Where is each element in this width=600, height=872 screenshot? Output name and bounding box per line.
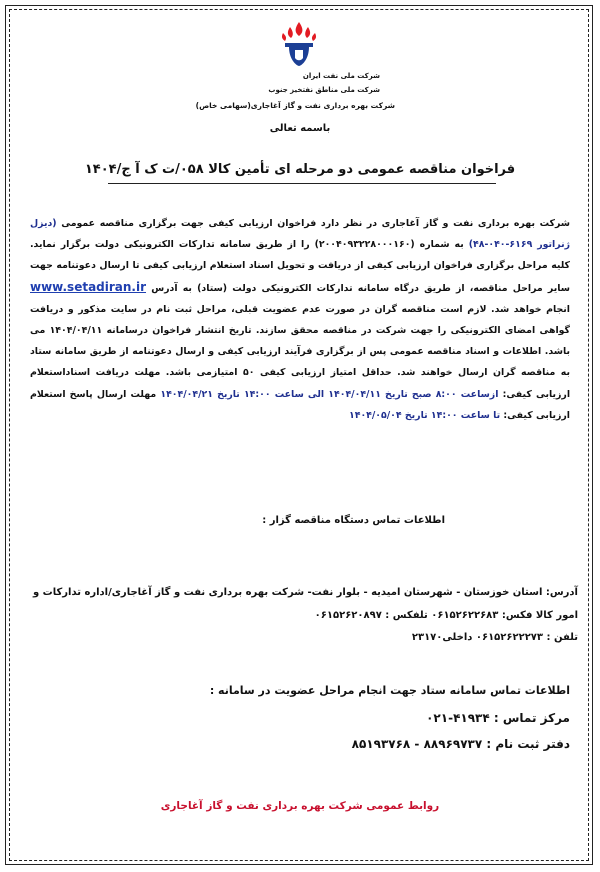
setad-contact-center: مرکز تماس : ۴۱۹۳۴-۰۲۱: [426, 711, 570, 725]
title-underline: [108, 183, 496, 184]
address-line2: امور کالا فکس: ۰۶۱۵۲۶۲۲۶۸۳ تلفکس : ۰۶۱۵۲۶۲۰۸۹۷: [314, 610, 578, 621]
header-org-line3: شرکت بهره برداری نفت و گاز آغاجاری(سهامی خاص): [195, 101, 395, 110]
setad-website-link[interactable]: www.setadiran.ir: [30, 279, 147, 294]
announcement-body: [30, 213, 570, 426]
phone-line: تلفن : ۰۶۱۵۲۶۲۲۲۷۳ داخلی۲۳۱۷۰: [411, 632, 578, 643]
basmala: باسمه تعالی: [269, 123, 331, 134]
address-line1: آدرس: استان خوزستان - شهرستان امیدیه - بلوار نفت- شرکت بهره برداری نفت و گاز آغاجاری/اداره تدارکات و: [32, 587, 578, 598]
body-number-label: به شماره: [419, 239, 464, 251]
footer-public-relations: روابط عمومی شرکت بهره برداری نفت و گاز آغاجاری: [160, 800, 440, 812]
header-org-line1: شرکت ملی نفت ایران: [302, 72, 380, 80]
body-response-deadline: تا ساعت ۱۴:۰۰ تاریخ ۱۴۰۴/۰۵/۰۴: [349, 409, 501, 421]
body-item: (دیزل ژنراتور ۶۱۶۹-۰۴۰-۴۸): [30, 218, 571, 251]
nioc-logo-icon: [277, 20, 321, 68]
body-intro: شرکت بهره برداری نفت و گاز آغاجاری در نظر دارد فراخوان ارزیابی کیفی جهت برگزاری مناقصه عمومی: [61, 218, 571, 229]
body-details: انجام خواهد شد. لازم است مناقصه گران در صورت عدم عضویت قبلی، مراحل ثبت نام در سایت مذکور و دریافت گواهی امضای الکترونیکی را جهت شرکت در مناقصه محقق سازند. تاریخ انتشار فراخوان درسامانه ۱۴۰۴/۰۴/۱۱ می باشد. اطلاعات و اسناد مناقصه عمومی پس از برگزاری فرآیند ارزیابی کیفی و ارسال دعوتنامه از طریق سامانه ستاد به مناقصه گران ارسال خواهند شد. حداقل امتیاز ارزیابی کیفی ۵۰ امتیازمی باشد. مهلت دریافت اسناداستعلام ارزیابی کیفی:: [30, 303, 571, 400]
setad-registry-office: دفتر ثبت نام : ۸۸۹۶۹۷۳۷ - ۸۵۱۹۳۷۶۸: [351, 737, 570, 751]
contact-heading: اطلاعات تماس دستگاه مناقصه گزار :: [262, 515, 445, 526]
header-org-line2: شرکت ملی مناطق نفتخیز جنوب: [268, 86, 380, 94]
body-response-label: مهلت ارسال پاسخ استعلام ارزیابی کیفی:: [30, 388, 570, 421]
page-title: فراخوان مناقصه عمومی دو مرحله ای تأمین کالا ۰۵۸/ت ک آ ج/۱۴۰۴: [84, 162, 516, 177]
body-number: (۲۰۰۴۰۹۳۲۲۸۰۰۰۱۶۰): [314, 239, 415, 251]
setad-heading: اطلاعات تماس سامانه ستاد جهت انجام مراحل عضویت در سامانه :: [209, 684, 570, 697]
page-inner-border: [9, 9, 589, 861]
body-process: را از طریق سامانه تدارکات الکترونیکی دولت برگزار نماید. کلیه مراحل برگزاری فراخوان ارزیابی کیفی از دریافت و تحویل اسناد استعلام ارزیابی کیفی تا ارسال دعوتنامه جهت سایر مراحل مناقصه، از طریق درگاه سامانه تدارکات الکترونیکی دولت (ستاد) به آدرس: [30, 239, 570, 294]
body-receive-deadline: ازساعت ۸:۰۰ صبح تاریخ ۱۴۰۴/۰۴/۱۱ الی ساعت ۱۴:۰۰ تاریخ ۱۴۰۴/۰۴/۲۱: [160, 388, 499, 400]
